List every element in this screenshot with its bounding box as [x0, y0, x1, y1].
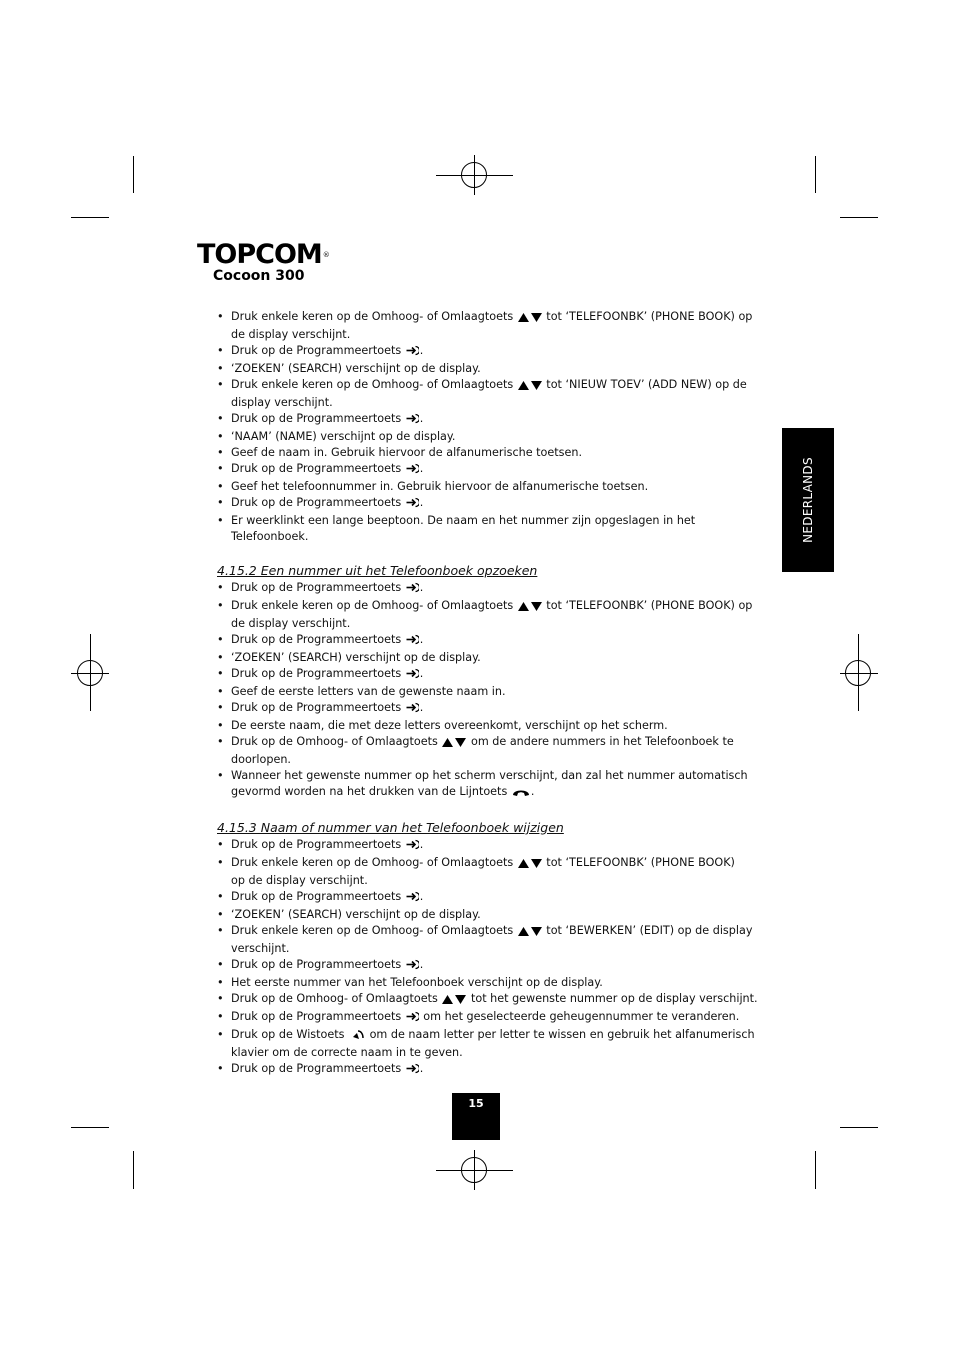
section-heading: 4.15.3 Naam of nummer van het Telefoonboek wijzigen	[217, 820, 564, 835]
text-run: Druk op de Programmeertoets	[231, 412, 405, 425]
text-run: Geef de eerste letters van de gewenste naam in.	[231, 685, 506, 698]
registration-mark	[461, 1157, 487, 1183]
program-key-icon	[406, 959, 419, 975]
text-run: Wanneer het gewenste nummer op het scherm verschijnt, dan zal het nummer automatisch	[231, 769, 748, 782]
crop-mark	[840, 217, 878, 218]
list-item	[217, 837, 757, 855]
list-item	[217, 580, 757, 598]
up-down-arrow-icon	[518, 925, 542, 941]
list-item	[217, 975, 757, 991]
list-item	[217, 461, 757, 479]
text-run: Druk enkele keren op de Omhoog- of Omlaagtoets	[231, 924, 517, 937]
text-run: Het eerste nummer van het Telefoonboek verschijnt op de display.	[231, 976, 603, 989]
text-run: ‘ZOEKEN’ (SEARCH) verschijnt op de display.	[231, 651, 481, 664]
text-run: tot ‘BEWERKEN’ (EDIT) op de display	[542, 924, 753, 937]
list-item	[217, 343, 757, 361]
text-run: Druk op de Programmeertoets	[231, 667, 405, 680]
text-run: tot ‘TELEFOONBK’ (PHONE BOOK)	[542, 856, 735, 869]
text-run: om de andere nummers in het Telefoonboek te	[467, 735, 734, 748]
text-run: Geef het telefoonnummer in. Gebruik hiervoor de alfanumerische toetsen.	[231, 480, 649, 493]
text-run: tot het gewenste nummer op de display verschijnt.	[467, 992, 758, 1005]
program-key-icon	[406, 345, 419, 361]
text-run: ‘ZOEKEN’ (SEARCH) verschijnt op de display.	[231, 362, 481, 375]
program-key-icon	[406, 634, 419, 650]
list-item	[217, 768, 757, 802]
text-run: .	[419, 1062, 424, 1075]
text-run: .	[419, 958, 424, 971]
text-run: Druk enkele keren op de Omhoog- of Omlaagtoets	[231, 310, 517, 323]
text-run: .	[419, 412, 424, 425]
list-item	[217, 991, 757, 1009]
list-item	[217, 650, 757, 666]
handset-line-key-icon	[512, 786, 530, 802]
text-run: Druk op de Programmeertoets	[231, 633, 405, 646]
list-item	[217, 361, 757, 377]
text-run: .	[419, 462, 424, 475]
list-item	[217, 445, 757, 461]
list-item	[217, 1009, 757, 1027]
language-tab	[782, 428, 834, 572]
up-down-arrow-icon	[518, 379, 542, 395]
text-run: Druk op de Omhoog- of Omlaagtoets	[231, 735, 442, 748]
list-item	[217, 377, 757, 411]
list-item	[217, 632, 757, 650]
text-run: Druk op de Programmeertoets	[231, 701, 405, 714]
list-item	[217, 718, 757, 734]
section-heading: 4.15.2 Een nummer uit het Telefoonboek opzoeken	[217, 563, 538, 578]
text-run: op de display verschijnt.	[231, 874, 368, 887]
text-run: Telefoonboek.	[231, 530, 309, 543]
registration-mark	[845, 660, 871, 686]
program-key-icon	[406, 839, 419, 855]
program-key-icon	[406, 702, 419, 718]
text-run: doorlopen.	[231, 753, 291, 766]
text-run: .	[419, 890, 424, 903]
list-item	[217, 479, 757, 495]
text-run: tot ‘NIEUW TOEV’ (ADD NEW) op de	[542, 378, 747, 391]
model-name: Cocoon 300	[213, 268, 305, 284]
text-run: .	[419, 633, 424, 646]
text-run: Druk op de Programmeertoets	[231, 581, 405, 594]
list-item	[217, 309, 757, 343]
text-run: Druk op de Wistoets	[231, 1028, 349, 1041]
text-run: om het geselecteerde geheugennummer te veranderen.	[419, 1010, 740, 1023]
list-item	[217, 598, 757, 632]
crop-mark	[133, 1151, 134, 1189]
list-item	[217, 889, 757, 907]
list-item	[217, 1027, 757, 1061]
program-key-icon	[406, 891, 419, 907]
program-key-icon	[406, 1063, 419, 1079]
text-run: ‘ZOEKEN’ (SEARCH) verschijnt op de display.	[231, 908, 481, 921]
text-run: verschijnt.	[231, 942, 290, 955]
erase-key-icon	[349, 1028, 365, 1045]
text-run: Druk enkele keren op de Omhoog- of Omlaagtoets	[231, 378, 517, 391]
text-run: Geef de naam in. Gebruik hiervoor de alfanumerische toetsen.	[231, 446, 583, 459]
list-item	[217, 1061, 757, 1079]
up-down-arrow-icon	[518, 857, 542, 873]
program-key-icon	[406, 582, 419, 598]
text-run: de display verschijnt.	[231, 617, 351, 630]
page-number: 15	[452, 1093, 500, 1140]
list-item	[217, 429, 757, 445]
language-tab-label: NEDERLANDS	[801, 457, 815, 543]
list-item	[217, 907, 757, 923]
text-run: Druk op de Omhoog- of Omlaagtoets	[231, 992, 442, 1005]
text-run: Druk op de Programmeertoets	[231, 1062, 405, 1075]
program-key-icon	[406, 413, 419, 429]
text-run: Druk op de Programmeertoets	[231, 1010, 405, 1023]
text-run: om de naam letter per letter te wissen en gebruik het alfanumerisch	[366, 1028, 755, 1041]
up-down-arrow-icon	[518, 311, 542, 327]
registration-mark	[77, 660, 103, 686]
text-run: .	[419, 344, 424, 357]
program-key-icon	[406, 668, 419, 684]
list-item	[217, 734, 757, 768]
topcom-logo: TOPCOM®	[197, 239, 329, 270]
text-run: Er weerklinkt een lange beeptoon. De naam en het nummer zijn opgeslagen in het	[231, 514, 696, 527]
list-item	[217, 666, 757, 684]
list-item	[217, 700, 757, 718]
list-item	[217, 957, 757, 975]
text-run: display verschijnt.	[231, 396, 333, 409]
text-run: ‘NAAM’ (NAME) verschijnt op de display.	[231, 430, 456, 443]
up-down-arrow-icon	[442, 736, 466, 752]
text-run: De eerste naam, die met deze letters overeenkomt, verschijnt op het scherm.	[231, 719, 668, 732]
text-run: Druk enkele keren op de Omhoog- of Omlaagtoets	[231, 856, 517, 869]
program-key-icon	[406, 1011, 419, 1027]
list-item	[217, 855, 757, 889]
registration-mark	[461, 162, 487, 188]
list-item	[217, 513, 757, 545]
up-down-arrow-icon	[518, 600, 542, 616]
text-run: tot ‘TELEFOONBK’ (PHONE BOOK) op	[542, 599, 753, 612]
text-run: gevormd worden na het drukken van de Lijntoets	[231, 785, 511, 798]
text-run: Druk op de Programmeertoets	[231, 838, 405, 851]
program-key-icon	[406, 463, 419, 479]
text-run: .	[419, 581, 424, 594]
crop-mark	[71, 217, 109, 218]
list-item	[217, 411, 757, 429]
text-run: Druk op de Programmeertoets	[231, 462, 405, 475]
crop-mark	[133, 156, 134, 193]
crop-mark	[815, 1151, 816, 1189]
text-run: de display verschijnt.	[231, 328, 351, 341]
text-run: klavier om de correcte naam in te geven.	[231, 1046, 463, 1059]
text-run: tot ‘TELEFOONBK’ (PHONE BOOK) op	[542, 310, 753, 323]
text-run: Druk enkele keren op de Omhoog- of Omlaagtoets	[231, 599, 517, 612]
text-run: .	[419, 838, 424, 851]
manual-content	[217, 309, 757, 1079]
text-run: Druk op de Programmeertoets	[231, 890, 405, 903]
crop-mark	[815, 156, 816, 193]
crop-mark	[71, 1127, 109, 1128]
list-item	[217, 684, 757, 700]
text-run: Druk op de Programmeertoets	[231, 496, 405, 509]
list-item	[217, 495, 757, 513]
program-key-icon	[406, 497, 419, 513]
instruction-list	[217, 837, 757, 1079]
text-run: .	[530, 785, 535, 798]
instruction-list	[217, 580, 757, 802]
text-run: Druk op de Programmeertoets	[231, 344, 405, 357]
text-run: Druk op de Programmeertoets	[231, 958, 405, 971]
text-run: .	[419, 667, 424, 680]
crop-mark	[840, 1127, 878, 1128]
text-run: .	[419, 701, 424, 714]
list-item	[217, 923, 757, 957]
text-run: .	[419, 496, 424, 509]
up-down-arrow-icon	[442, 993, 466, 1009]
instruction-list	[217, 309, 757, 545]
